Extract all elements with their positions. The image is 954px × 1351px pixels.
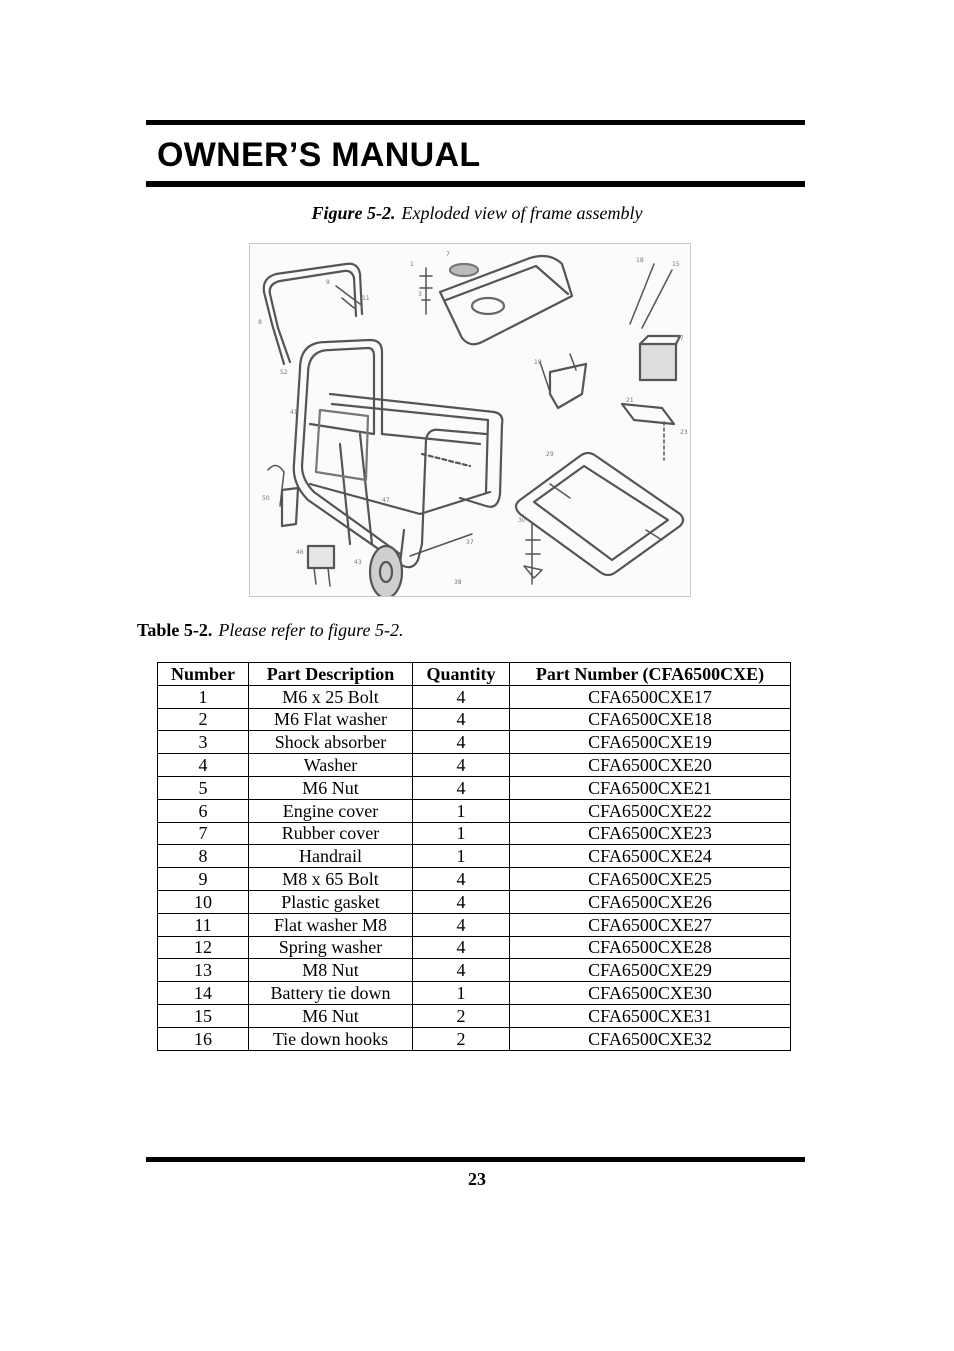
cell-number: 16	[158, 1027, 249, 1050]
svg-text:46: 46	[296, 549, 304, 556]
cell-quantity: 4	[413, 731, 510, 754]
cell-part-number: CFA6500CXE31	[510, 1004, 791, 1027]
svg-text:47: 47	[382, 497, 390, 504]
cell-part-number: CFA6500CXE18	[510, 708, 791, 731]
table-row	[158, 982, 791, 1005]
cell-quantity: 4	[413, 890, 510, 913]
cell-quantity: 4	[413, 685, 510, 708]
table-row	[158, 731, 791, 754]
cell-number: 6	[158, 799, 249, 822]
cell-quantity: 4	[413, 936, 510, 959]
figure-label: Figure 5-2.	[311, 203, 396, 223]
cell-description: Handrail	[249, 845, 413, 868]
cell-part-number: CFA6500CXE20	[510, 754, 791, 777]
cell-number: 5	[158, 776, 249, 799]
cell-description: Flat washer M8	[249, 913, 413, 936]
cell-description: Engine cover	[249, 799, 413, 822]
cell-part-number: CFA6500CXE30	[510, 982, 791, 1005]
table-row	[158, 845, 791, 868]
column-header-part-number: Part Number (CFA6500CXE)	[510, 663, 791, 686]
svg-text:30: 30	[518, 517, 526, 524]
column-header-number: Number	[158, 663, 249, 686]
cell-description: Plastic gasket	[249, 890, 413, 913]
table-row	[158, 685, 791, 708]
cell-description: M6 Nut	[249, 776, 413, 799]
cell-quantity: 4	[413, 776, 510, 799]
cell-number: 7	[158, 822, 249, 845]
exploded-view-drawing	[249, 243, 691, 597]
cell-description: M8 x 65 Bolt	[249, 868, 413, 891]
cell-number: 3	[158, 731, 249, 754]
svg-text:23: 23	[680, 429, 688, 436]
bracket-part	[550, 364, 586, 408]
table-row	[158, 868, 791, 891]
cell-number: 14	[158, 982, 249, 1005]
cell-number: 15	[158, 1004, 249, 1027]
svg-text:41: 41	[290, 409, 298, 416]
cell-part-number: CFA6500CXE22	[510, 799, 791, 822]
cell-quantity: 4	[413, 708, 510, 731]
cell-quantity: 2	[413, 1004, 510, 1027]
cell-description: Shock absorber	[249, 731, 413, 754]
svg-text:9: 9	[326, 279, 330, 286]
svg-text:43: 43	[354, 559, 362, 566]
cell-part-number: CFA6500CXE24	[510, 845, 791, 868]
cell-part-number: CFA6500CXE32	[510, 1027, 791, 1050]
svg-text:3: 3	[418, 291, 422, 298]
cell-description: Tie down hooks	[249, 1027, 413, 1050]
cell-quantity: 4	[413, 913, 510, 936]
svg-text:50: 50	[262, 495, 270, 502]
cell-quantity: 4	[413, 959, 510, 982]
table-row	[158, 754, 791, 777]
cell-number: 1	[158, 685, 249, 708]
cell-description: Washer	[249, 754, 413, 777]
table-row	[158, 708, 791, 731]
svg-text:37: 37	[466, 539, 474, 546]
cell-number: 2	[158, 708, 249, 731]
wheel-part	[370, 546, 402, 596]
table-row	[158, 1004, 791, 1027]
svg-text:1: 1	[410, 261, 414, 268]
top-rule	[146, 120, 805, 125]
cell-number: 11	[158, 913, 249, 936]
cell-description: M6 x 25 Bolt	[249, 685, 413, 708]
table-caption-text: Please refer to figure 5-2.	[218, 620, 404, 640]
cell-part-number: CFA6500CXE17	[510, 685, 791, 708]
cell-quantity: 4	[413, 868, 510, 891]
cell-quantity: 2	[413, 1027, 510, 1050]
cell-quantity: 4	[413, 754, 510, 777]
svg-text:19: 19	[534, 359, 542, 366]
table-caption	[137, 618, 403, 642]
table-row	[158, 776, 791, 799]
svg-text:38: 38	[454, 579, 462, 586]
svg-text:17: 17	[676, 335, 684, 342]
table-row	[158, 822, 791, 845]
cell-description: M6 Flat washer	[249, 708, 413, 731]
cell-quantity: 1	[413, 799, 510, 822]
svg-text:29: 29	[546, 451, 554, 458]
cell-part-number: CFA6500CXE19	[510, 731, 791, 754]
cell-part-number: CFA6500CXE25	[510, 868, 791, 891]
cell-description: Spring washer	[249, 936, 413, 959]
svg-text:7: 7	[446, 251, 450, 258]
frame-part	[300, 340, 382, 434]
column-header-description: Part Description	[249, 663, 413, 686]
svg-text:8: 8	[258, 319, 262, 326]
column-header-quantity: Quantity	[413, 663, 510, 686]
parts-table	[157, 662, 791, 1051]
table-row	[158, 913, 791, 936]
svg-text:21: 21	[626, 397, 634, 404]
cell-number: 9	[158, 868, 249, 891]
cell-part-number: CFA6500CXE23	[510, 822, 791, 845]
cell-part-number: CFA6500CXE29	[510, 959, 791, 982]
page-title: OWNER’S MANUAL	[157, 136, 481, 174]
cell-description: Battery tie down	[249, 982, 413, 1005]
cell-part-number: CFA6500CXE21	[510, 776, 791, 799]
footer-rule	[146, 1157, 805, 1162]
figure-caption	[0, 201, 954, 225]
figure-caption-text: Exploded view of frame assembly	[401, 203, 643, 223]
cell-number: 8	[158, 845, 249, 868]
svg-text:11: 11	[362, 295, 370, 302]
header-rule	[146, 181, 805, 187]
cell-part-number: CFA6500CXE28	[510, 936, 791, 959]
table-row	[158, 959, 791, 982]
cell-number: 13	[158, 959, 249, 982]
cell-number: 4	[158, 754, 249, 777]
svg-text:52: 52	[280, 369, 288, 376]
cell-quantity: 1	[413, 845, 510, 868]
table-row	[158, 890, 791, 913]
cell-number: 10	[158, 890, 249, 913]
battery-part	[640, 344, 676, 380]
cell-quantity: 1	[413, 982, 510, 1005]
cell-number: 12	[158, 936, 249, 959]
cell-quantity: 1	[413, 822, 510, 845]
table-row	[158, 1027, 791, 1050]
cell-description: M6 Nut	[249, 1004, 413, 1027]
table-label: Table 5-2.	[137, 620, 213, 640]
table-row	[158, 936, 791, 959]
table-row	[158, 799, 791, 822]
cell-description: Rubber cover	[249, 822, 413, 845]
cell-description: M8 Nut	[249, 959, 413, 982]
cell-part-number: CFA6500CXE26	[510, 890, 791, 913]
svg-text:15: 15	[672, 261, 680, 268]
page-number: 23	[468, 1169, 486, 1189]
svg-text:18: 18	[636, 257, 644, 264]
table-header-row	[158, 663, 791, 686]
cell-part-number: CFA6500CXE27	[510, 913, 791, 936]
